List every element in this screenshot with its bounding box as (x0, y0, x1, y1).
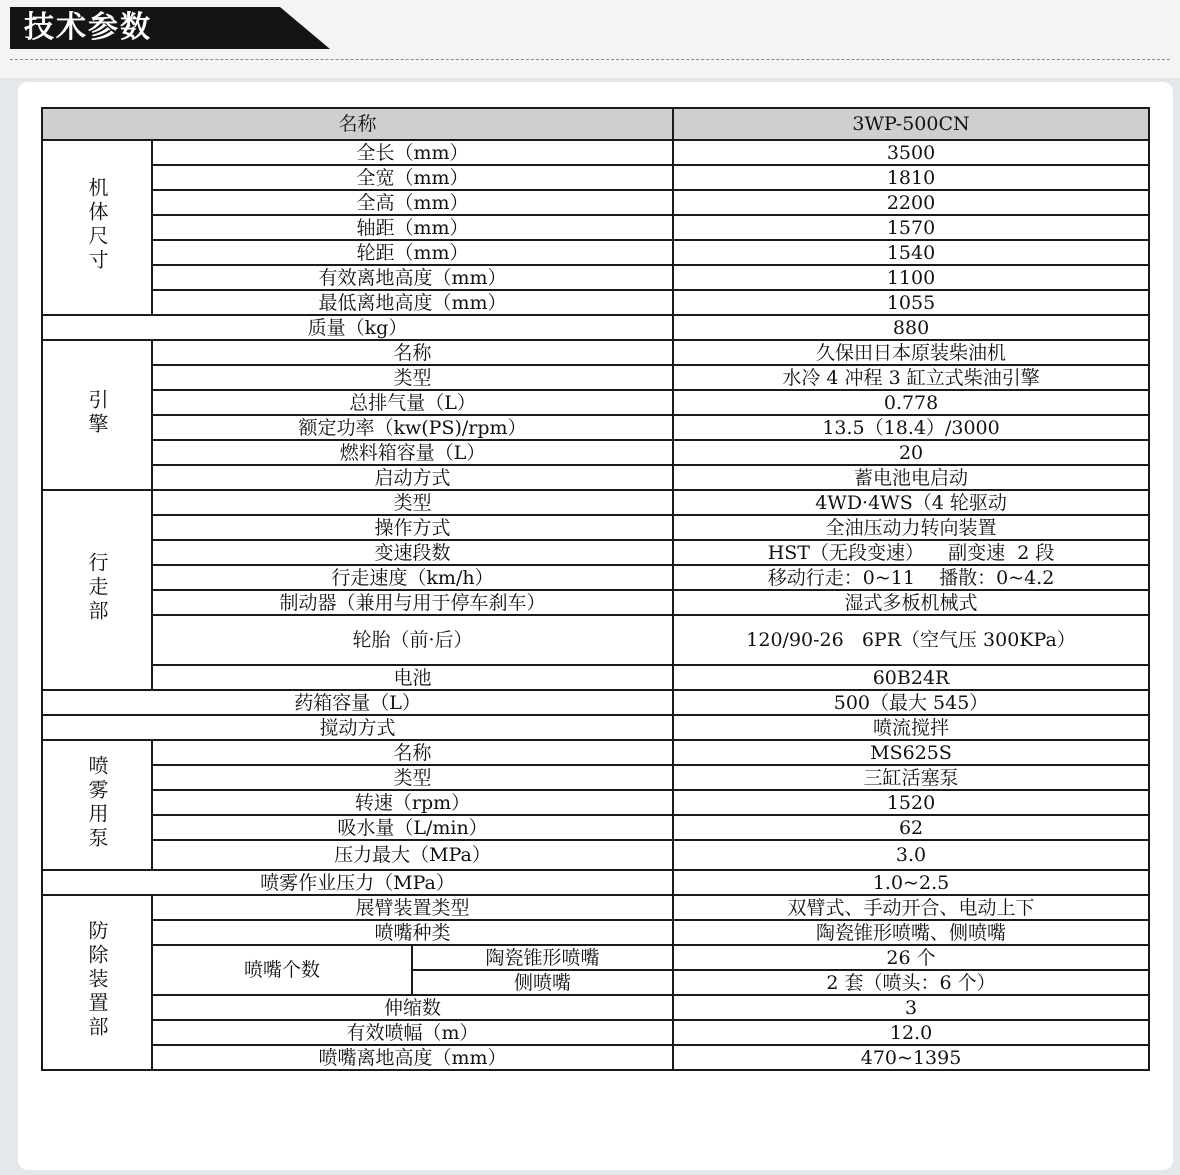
row-value: 全油压动力转向装置 (673, 515, 1149, 540)
row-value: 水冷 4 冲程 3 缸立式柴油引擎 (673, 365, 1149, 390)
row-value: 20 (673, 440, 1149, 465)
row-label: 搅动方式 (42, 715, 673, 740)
row-value: 1570 (673, 215, 1149, 240)
row-value: 3500 (673, 140, 1149, 165)
row-value: 移动行走：0~11 播散：0~4.2 (673, 565, 1149, 590)
row-label: 轴距（mm） (152, 215, 673, 240)
row-value: MS625S (673, 740, 1149, 765)
table-row (42, 515, 1149, 540)
row-label: 操作方式 (152, 515, 673, 540)
table-row (42, 590, 1149, 615)
row-label: 有效喷幅（m） (152, 1020, 673, 1045)
row-label: 启动方式 (152, 465, 673, 490)
group-label: 机体尺寸 (85, 177, 109, 273)
row-value: 湿式多板机械式 (673, 590, 1149, 615)
table-row (42, 790, 1149, 815)
row-label: 全宽（mm） (152, 165, 673, 190)
row-label: 轮距（mm） (152, 240, 673, 265)
group-engine (42, 340, 152, 490)
row-label: 类型 (152, 490, 673, 515)
table-row (42, 920, 1149, 945)
row-value: 3 (673, 995, 1149, 1020)
table-row (42, 690, 1149, 715)
table-row (42, 815, 1149, 840)
row-value: 久保田日本原装柴油机 (673, 340, 1149, 365)
group-spray-pump (42, 740, 152, 870)
row-value: HST（无段变速） 副变速 2 段 (673, 540, 1149, 565)
row-label: 吸水量（L/min） (152, 815, 673, 840)
row-label: 制动器（兼用与用于停车刹车） (152, 590, 673, 615)
row-value: 1.0~2.5 (673, 870, 1149, 895)
table-row (42, 415, 1149, 440)
row-label: 额定功率（kw(PS)/rpm） (152, 415, 673, 440)
row-label: 总排气量（L） (152, 390, 673, 415)
row-label: 全高（mm） (152, 190, 673, 215)
table-row (42, 540, 1149, 565)
group-label: 行走部 (85, 551, 109, 624)
row-value: 陶瓷锥形喷嘴、侧喷嘴 (673, 920, 1149, 945)
row-value: 120/90-26 6PR（空气压 300KPa） (673, 615, 1149, 665)
table-header-row (42, 108, 1149, 140)
table-row (42, 315, 1149, 340)
group-label: 引擎 (85, 388, 109, 437)
row-label: 类型 (152, 365, 673, 390)
row-value: 喷流搅拌 (673, 715, 1149, 740)
row-label: 喷雾作业压力（MPa） (42, 870, 673, 895)
table-row (42, 665, 1149, 690)
table-row (42, 1045, 1149, 1070)
row-label: 行走速度（km/h） (152, 565, 673, 590)
table-row (42, 365, 1149, 390)
table-row (42, 165, 1149, 190)
group-defense-unit (42, 895, 152, 1070)
table-row (42, 190, 1149, 215)
group-label: 喷雾用泵 (85, 754, 109, 851)
row-label: 类型 (152, 765, 673, 790)
table-row (42, 615, 1149, 665)
table-row (42, 995, 1149, 1020)
row-label: 喷嘴种类 (152, 920, 673, 945)
row-value: 500（最大 545） (673, 690, 1149, 715)
spec-table (41, 107, 1150, 1071)
table-row (42, 765, 1149, 790)
header-model-cell: 3WP-500CN (673, 108, 1149, 140)
row-value: 1810 (673, 165, 1149, 190)
row-label: 喷嘴离地高度（mm） (152, 1045, 673, 1070)
row-label: 电池 (152, 665, 673, 690)
row-label: 质量（kg） (42, 315, 673, 340)
row-value: 蓄电池电启动 (673, 465, 1149, 490)
row-value: 1520 (673, 790, 1149, 815)
row-value: 2 套（喷头：6 个） (673, 970, 1149, 995)
row-value: 1100 (673, 265, 1149, 290)
row-label: 轮胎（前·后） (152, 615, 673, 665)
dashed-divider (10, 59, 1170, 60)
table-row (42, 440, 1149, 465)
row-value: 三缸活塞泵 (673, 765, 1149, 790)
group-travel (42, 490, 152, 690)
row-value: 2200 (673, 190, 1149, 215)
row-label: 压力最大（MPa） (152, 840, 673, 870)
table-row (42, 290, 1149, 315)
row-label: 名称 (152, 740, 673, 765)
row-label: 燃料箱容量（L） (152, 440, 673, 465)
row-label: 侧喷嘴 (412, 970, 673, 995)
row-label: 转速（rpm） (152, 790, 673, 815)
group-label: 防除装置部 (85, 920, 109, 1040)
row-value: 880 (673, 315, 1149, 340)
table-row (42, 895, 1149, 920)
row-label: 全长（mm） (152, 140, 673, 165)
table-row (42, 490, 1149, 515)
group-body-dimensions (42, 140, 152, 315)
row-value: 12.0 (673, 1020, 1149, 1045)
row-label: 有效离地高度（mm） (152, 265, 673, 290)
row-value: 62 (673, 815, 1149, 840)
table-row (42, 1020, 1149, 1045)
row-label: 变速段数 (152, 540, 673, 565)
row-label: 名称 (152, 340, 673, 365)
row-value: 4WD·4WS（4 轮驱动 (673, 490, 1149, 515)
row-value: 26 个 (673, 945, 1149, 970)
row-label: 展臂装置类型 (152, 895, 673, 920)
row-label: 伸缩数 (152, 995, 673, 1020)
row-value: 60B24R (673, 665, 1149, 690)
row-value: 470~1395 (673, 1045, 1149, 1070)
row-value: 双臂式、手动开合、电动上下 (673, 895, 1149, 920)
table-row (42, 840, 1149, 870)
header-name-cell: 名称 (42, 108, 673, 140)
table-row (42, 715, 1149, 740)
table-row (42, 740, 1149, 765)
table-row (42, 870, 1149, 895)
row-value: 1055 (673, 290, 1149, 315)
table-row (42, 265, 1149, 290)
nozzle-count-label: 喷嘴个数 (152, 945, 412, 995)
table-row (42, 945, 1149, 970)
row-value: 1540 (673, 240, 1149, 265)
table-row (42, 465, 1149, 490)
header-bar (0, 0, 1180, 78)
table-row (42, 565, 1149, 590)
table-row (42, 215, 1149, 240)
row-label: 最低离地高度（mm） (152, 290, 673, 315)
row-value: 13.5（18.4）/3000 (673, 415, 1149, 440)
table-row (42, 340, 1149, 365)
row-label: 药箱容量（L） (42, 690, 673, 715)
page-title: 技术参数 (24, 10, 152, 45)
row-value: 3.0 (673, 840, 1149, 870)
table-row (42, 240, 1149, 265)
row-value: 0.778 (673, 390, 1149, 415)
row-label: 陶瓷锥形喷嘴 (412, 945, 673, 970)
table-row (42, 390, 1149, 415)
table-row (42, 140, 1149, 165)
